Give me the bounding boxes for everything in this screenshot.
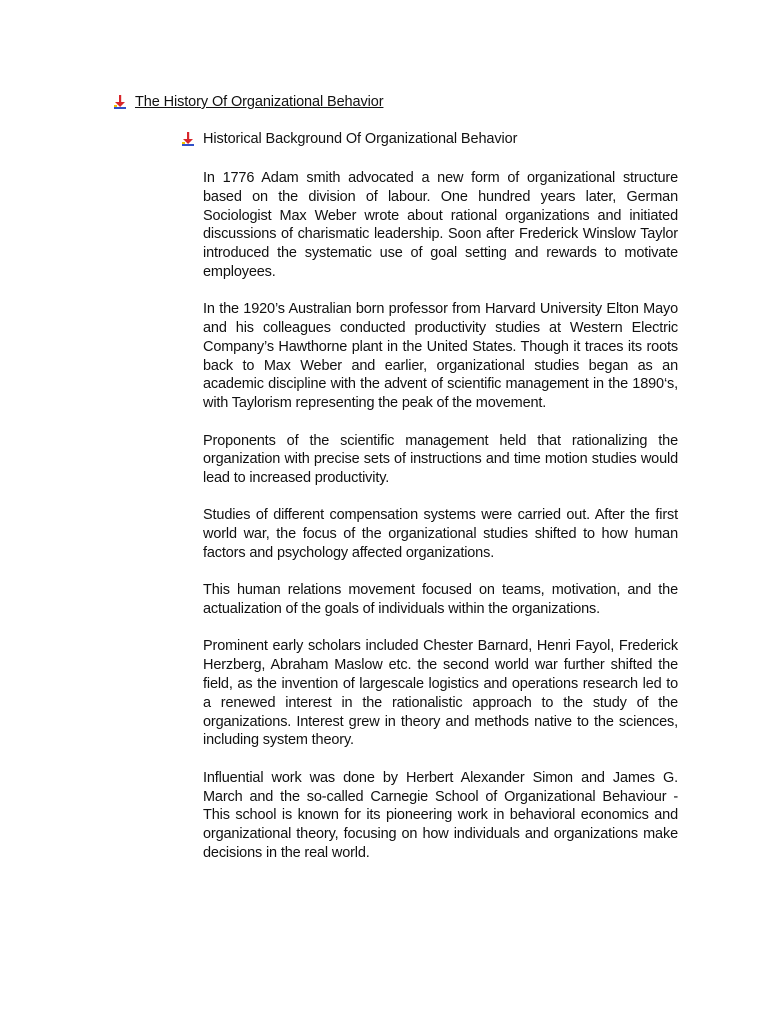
paragraph: Proponents of the scientific management held that rationalizing the organization with precise sets of instructions and time motion studies would lead to increased productivity. — [203, 432, 678, 487]
section-title: The History Of Organizational Behavior — [135, 94, 384, 110]
paragraph: In the 1920’s Australian born professor from Harvard University Elton Mayo and his colleagues conducted productivity studies at Western Electric Company’s Hawthorne plant in the United States. Though it traces its roots back to Max Weber and earlier, organizational studies began as an academic discipline with the advent of scientific management in the 1890‘s, with Taylorism representing the peak of the movement. — [203, 301, 678, 412]
section-heading — [112, 94, 383, 110]
paragraph: Influential work was done by Herbert Alexander Simon and James G. March and the so-called Carnegie School of Organizational Behaviour - This school is known for its pioneering work in behavioral economics and organizational theory, focusing on how individuals and organizations make decisions in the real world. — [203, 769, 678, 861]
paragraph: Studies of different compensation systems were carried out. After the first world war, the focus of the organizational studies shifted to how human factors and psychology affected organizations. — [203, 507, 678, 562]
paragraph: In 1776 Adam smith advocated a new form of organizational structure based on the division of labour. One hundred years later, German Sociologist Max Weber wrote about rational organizations and initiated discussions of charismatic leadership. Soon after Frederick Winslow Taylor introduced the systematic use of goal setting and rewards to motivate employees. — [203, 170, 678, 280]
arrow-down-bullet-icon — [112, 94, 128, 110]
paragraph: Prominent early scholars included Chester Barnard, Henri Fayol, Frederick Herzberg, Abraham Maslow etc. the second world war further shifted the field, as the invention of largescale logistics and operations research led to a renewed interest in the rationalistic approach to the study of the organizations. Interest grew in theory and methods native to the sciences, including system theory. — [203, 638, 678, 749]
body-text — [203, 169, 678, 881]
arrow-down-bullet-icon — [180, 131, 196, 147]
subsection-heading — [180, 131, 517, 147]
paragraph: This human relations movement focused on teams, motivation, and the actualization of the goals of individuals within the organizations. — [203, 582, 678, 618]
subsection-title: Historical Background Of Organizational Behavior — [203, 131, 518, 147]
